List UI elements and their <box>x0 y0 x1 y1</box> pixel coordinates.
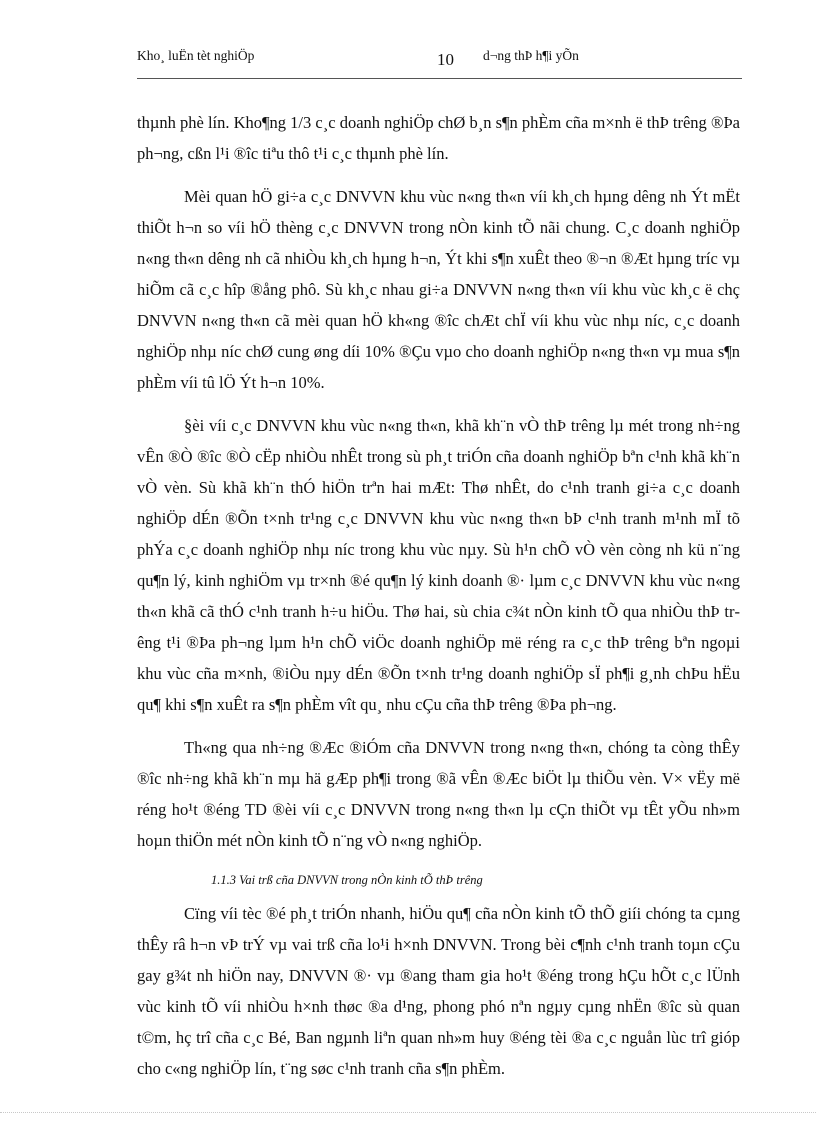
page-number: 10 <box>437 50 454 69</box>
header-thesis-label: Kho¸ luËn tèt nghiÖp <box>137 48 255 63</box>
paragraph-2: Mèi quan hÖ gi÷a c¸c DNVVN khu vùc n«ng th«n víi kh¸ch hµng dêng nh Ýt mËt thiÕt h¬n so víi hÖ thèng c¸c DNVVN trong nÒn kinh tÕ nãi chung. C¸c doanh nghiÖp n«ng th«n dêng nh cã nhiÒu kh¸ch hµng h¬n, Ýt khi s¶n xuÊt theo ®¬n ®Æt hµng tríc vµ hiÕm cã c¸c hîp ®ång phô. Sù kh¸c nhau gi÷a DNVVN n«ng th«n víi khu vùc kh¸c ë chç DNVVN n«ng th«n cã mèi quan hÖ kh«ng ®îc chÆt chÏ víi khu vùc nhµ níc, c¸c doanh nghiÖp nhµ níc chØ cung øng díi 10% ®Çu vµo cho doanh nghiÖp n«ng th«n vµ mua s¶n phÈm víi tû lÖ Ýt h¬n 10%. <box>137 187 740 392</box>
paragraph-4: Th«ng qua nh÷ng ®Æc ®iÓm cña DNVVN trong n«ng th«n, chóng ta còng thÊy ®îc nh÷ng khã kh¨n mµ hä gÆp ph¶i trong ®ã vÊn ®Æc biÖt lµ thiÕu vèn. V× vËy më réng ho¹t ®éng TD ®èi víi c¸c DNVVN trong n«ng th«n lµ cÇn thiÕt vµ tÊt yÕu nh»m hoµn thiÖn mét nÒn kinh tÕ n¨ng vÒ n«ng nghiÖp. <box>137 738 740 850</box>
paragraph-5: Cïng víi tèc ®é ph¸t triÓn nhanh, hiÖu qu¶ cña nÒn kinh tÕ thÕ giíi chóng ta cµng thÊy râ h¬n vÞ trÝ vµ vai trß cña lo¹i h×nh DNVVN. Trong bèi c¶nh c¹nh tranh toµn cÇu gay g¾t nh hiÖn nay, DNVVN ®· vµ ®ang tham gia ho¹t ®éng trong hÇu hÕt c¸c lÜnh vùc kinh tÕ víi nhiÒu h×nh thøc ®a d¹ng, phong phó nªn ngµy cµng nhËn ®îc sù quan t©m, hç trî cña c¸c Bé, Ban ngµnh liªn quan nh»m huy ®éng tèi ®a c¸c nguån lùc trî gióp cho c«ng nghiÖp lín, t¨ng søc c¹nh tranh cña s¶n phÈm. <box>137 904 740 1078</box>
document-body <box>137 107 740 1096</box>
page-header <box>137 48 742 79</box>
paragraph-1: thµnh phè lín. Kho¶ng 1/3 c¸c doanh nghiÖp chØ b¸n s¶n phÈm cña m×nh ë thÞ trêng ®Þa ph¬ng, cßn l¹i ®îc tiªu thô t¹i c¸c thµnh phè lín. <box>137 113 740 163</box>
header-author-name: d¬ng thÞ h¶i yÕn <box>483 48 579 63</box>
paragraph-3: §èi víi c¸c DNVVN khu vùc n«ng th«n, khã kh¨n vÒ thÞ trêng lµ mét trong nh÷ng vÊn ®Ò ®îc ®Ò cËp nhiÒu nhÊt trong sù ph¸t triÓn cña doanh nghiÖp bªn c¹nh khã kh¨n vÒ vèn. Sù khã kh¨n thÓ hiÖn trªn hai mÆt: Thø nhÊt, do c¹nh tranh gi÷a c¸c doanh nghiÖp dÉn ®Õn t×nh tr¹ng c¸c DNVVN khu vùc n«ng th«n bÞ c¹nh tranh m¹nh mÏ tõ phÝa c¸c doanh nghiÖp nhµ níc trong khu vùc nµy. Sù h¹n chÕ vÒ vèn còng nh kü n¨ng qu¶n lý, kinh nghiÖm vµ tr×nh ®é qu¶n lý kinh doanh ®· lµm c¸c DNVVN khu vùc n«ng th«n khã cã thÓ c¹nh tranh h÷u hiÖu. Thø hai, sù chia c¾t nÒn kinh tÕ qua nhiÒu thÞ trêng t¹i ®Þa ph¬ng lµm h¹n chÕ viÖc doanh nghiÖp më réng ra c¸c thÞ trêng bªn ngoµi khu vùc cña m×nh, ®iÒu nµy dÉn ®Õn t×nh tr¹ng doanh nghiÖp sÏ ph¶i g¸nh chÞu hËu qu¶ khi s¶n xuÊt ra s¶n phÈm vît qu¸ nhu cÇu cña thÞ trêng ®Þa ph¬ng. <box>137 416 740 714</box>
page-bottom-divider <box>0 1112 816 1113</box>
section-subheading: 1.1.3 Vai trß cña DNVVN trong nÒn kinh tÕ thÞ trêng <box>211 873 483 887</box>
